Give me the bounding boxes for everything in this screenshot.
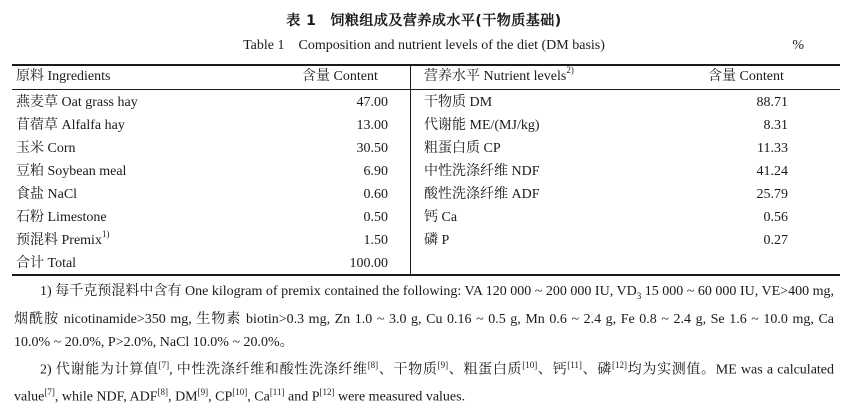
footnote-1 <box>14 280 834 354</box>
ingredient-name: 豆粕 Soybean meal <box>16 164 127 179</box>
ingredient-value: 13.00 <box>356 118 388 133</box>
header-ingredients: 原料 Ingredients <box>16 69 111 84</box>
nutrient-value: 0.27 <box>763 233 788 248</box>
header-nutrients-footnote: 2) <box>566 65 574 76</box>
ingredient-name: 苜蓿草 Alfalfa hay <box>16 118 125 133</box>
footnote-ref: [9] <box>197 387 209 398</box>
nutrient-name: 酸性洗涤纤维 ADF <box>424 187 540 202</box>
ingredient-total-name: 合计 Total <box>16 256 77 271</box>
table-header-rule <box>12 89 840 90</box>
nutrient-name: 干物质 DM <box>424 95 493 110</box>
footnote-2-text: 、钙 <box>537 362 568 378</box>
footnote-2 <box>14 354 834 409</box>
footnote-ref: [10] <box>522 359 538 370</box>
ingredient-name: 玉米 Corn <box>16 141 76 156</box>
ingredient-value: 0.60 <box>363 187 388 202</box>
footnote-2-text: , Ca <box>247 390 270 406</box>
footnote-ref: [12] <box>611 359 627 370</box>
table-number-cn: 表 1 <box>286 13 317 29</box>
ingredient-total-value: 100.00 <box>349 256 388 271</box>
nutrient-value: 88.71 <box>756 95 788 110</box>
header-nutrients <box>424 65 574 86</box>
nutrient-value: 11.33 <box>757 141 788 156</box>
ingredient-value: 30.50 <box>356 141 388 156</box>
nutrient-value: 25.79 <box>756 187 788 202</box>
footnote-1-text-a: 1) 每千克预混料中含有 One kilogram of premix contained the following: VA 120 000 ~ 200 000 IU, VD <box>40 284 637 299</box>
footnote-2-text: , 中性洗涤纤维和酸性洗涤纤维 <box>169 362 368 378</box>
footnote-2-text: 、磷 <box>581 362 612 378</box>
footnote-ref: [8] <box>157 387 169 398</box>
footnote-ref: [9] <box>437 359 449 370</box>
footnote-ref: [12] <box>319 387 335 398</box>
ingredient-value: 0.50 <box>363 210 388 225</box>
ingredient-value: 1.50 <box>363 233 388 248</box>
footnote-ref: [11] <box>269 387 285 398</box>
header-nutrients-text: 营养水平 Nutrient levels <box>424 69 567 84</box>
footnote-ref: [10] <box>232 387 248 398</box>
footnote-2-text: and P <box>284 390 320 406</box>
footnote-ref: [11] <box>567 359 582 370</box>
ingredient-name <box>16 229 110 250</box>
table-title-en <box>0 38 848 54</box>
ingredient-footnote: 1) <box>101 229 110 240</box>
footnote-2-text: 2) 代谢能为计算值 <box>40 362 159 378</box>
nutrient-name: 代谢能 ME/(MJ/kg) <box>424 118 540 133</box>
footnote-ref: [7] <box>158 359 170 370</box>
footnote-1-text-b: 15 000 ~ 60 000 IU, VE>400 mg, 烟酰胺 nicotinamide>350 mg, 生物素 biotin>0.3 mg, Zn 1.0 ~ 3.0 g, Cu 0.16 ~ 0.5 g, Mn 0.6 ~ 2.4 g, Fe 0.8 ~ 2.4 g, Se 1.6 ~ 10.0 mg, Ca 10.0% ~ 20.0%, P>2.0%, NaCl 10.0% ~ 20.0%。 <box>14 284 834 350</box>
footnote-ref: [7] <box>44 387 55 398</box>
footnote-2-text: , DM <box>168 390 198 406</box>
footnote-2-text: 、粗蛋白质 <box>448 362 523 378</box>
footnote-2-text: 、干物质 <box>378 362 438 378</box>
footnote-1-subscript: 3 <box>636 290 642 301</box>
footnote-2-text: , while NDF, ADF <box>54 390 158 406</box>
table-title-cn-text: 饲粮组成及营养成水平(干物质基础) <box>330 13 562 29</box>
nutrient-name: 磷 P <box>424 233 450 248</box>
nutrient-name: 粗蛋白质 CP <box>424 141 501 156</box>
table-unit: % <box>792 38 804 53</box>
header-content-right: 含量 Content <box>708 69 784 84</box>
ingredient-value: 47.00 <box>356 95 388 110</box>
table-top-rule <box>12 64 840 66</box>
table-bottom-rule <box>12 274 840 276</box>
table-title-cn <box>0 10 848 30</box>
nutrient-name: 钙 Ca <box>424 210 458 225</box>
table-number-en: Table 1 <box>243 38 285 53</box>
table-column-divider <box>410 64 411 275</box>
ingredient-value: 6.90 <box>363 164 388 179</box>
footnote-ref: [8] <box>367 359 379 370</box>
ingredient-name: 食盐 NaCl <box>16 187 78 202</box>
table-footnotes <box>14 280 834 409</box>
footnote-2-text: were measured values. <box>334 390 466 406</box>
table-title-en-text: Composition and nutrient levels of the diet (DM basis) <box>298 38 605 53</box>
nutrient-name: 中性洗涤纤维 NDF <box>424 164 540 179</box>
header-content-left: 含量 Content <box>302 69 378 84</box>
ingredient-name-text: 预混料 Premix <box>16 233 102 248</box>
footnote-2-text: 均为实测值。ME was a calculated value <box>14 362 835 406</box>
ingredient-name: 燕麦草 Oat grass hay <box>16 95 138 110</box>
ingredient-name: 石粉 Limestone <box>16 210 107 225</box>
nutrient-value: 8.31 <box>763 118 788 133</box>
nutrient-value: 0.56 <box>763 210 788 225</box>
nutrient-value: 41.24 <box>756 164 788 179</box>
footnote-2-text: , CP <box>208 390 233 406</box>
